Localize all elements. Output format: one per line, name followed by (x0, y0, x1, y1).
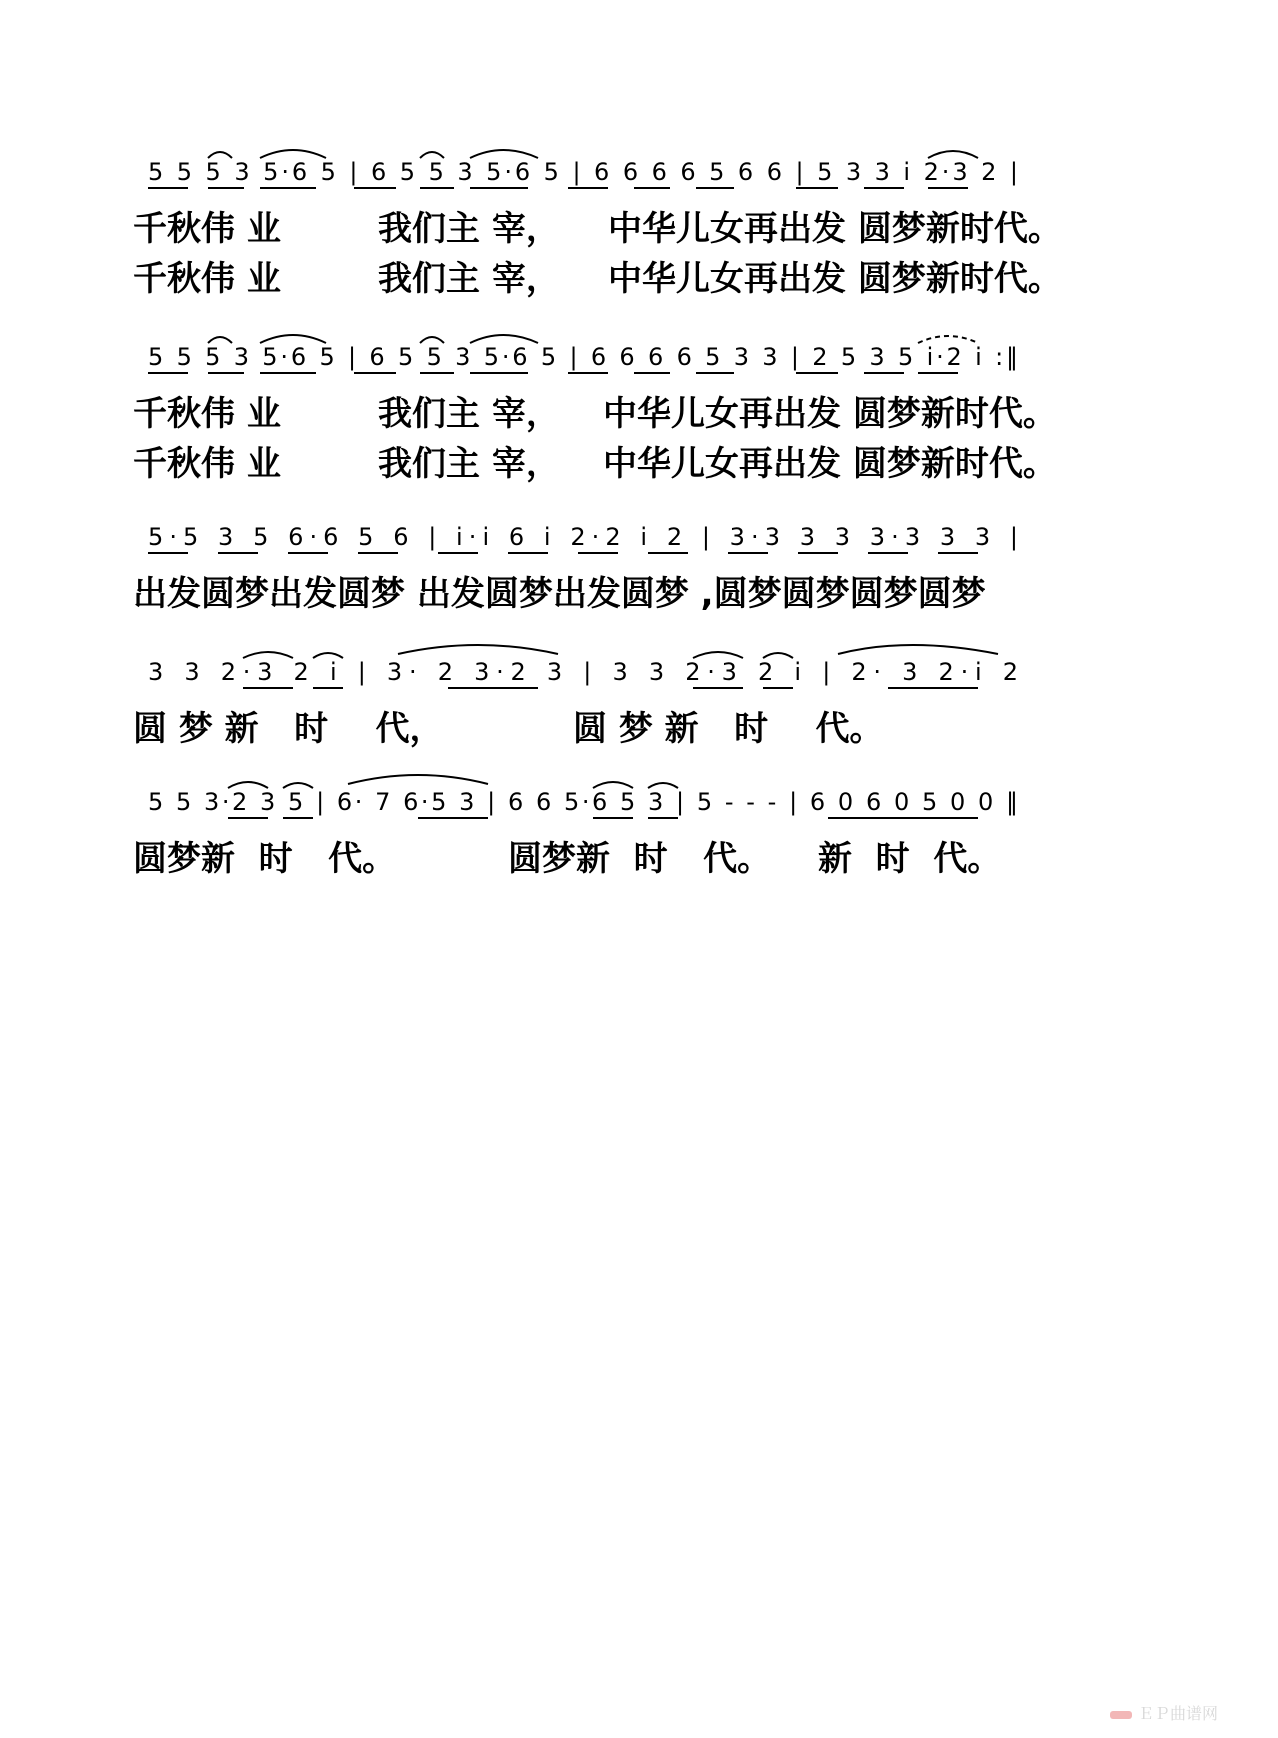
score-system-4 (133, 640, 1128, 754)
jianpu-notation-line (148, 325, 1128, 389)
lyric-line-1 (133, 204, 1128, 254)
lyric-phrase: 中华儿女再出发 圆梦新时代。 (603, 444, 1057, 484)
notation-text: 5 5 3·2 3 5 | 6· 7 6·5 3 | 6 6 5·6 5 3 | 5 - - - | 6 0 6 0 5 0 0 ‖ (148, 788, 1018, 816)
notation-glyphs (148, 325, 1128, 389)
lyric-line-1 (133, 569, 1128, 619)
lyric-line-1 (133, 834, 1128, 884)
watermark-logo-icon (1110, 1711, 1132, 1719)
notation-text: 5·5 3 5 6·6 5 6 | i·i 6 i 2·2 i 2 | 3·3 3 3 3·3 3 3 | (148, 523, 1019, 551)
lyric-phrase: 千秋伟 业 (133, 444, 281, 484)
lyric-phrase: 圆梦新 时 代。 (508, 839, 772, 879)
jianpu-notation-line (148, 140, 1128, 204)
lyric-phrase: 圆梦新 时 代。 (133, 839, 397, 879)
notation-glyphs (148, 505, 1128, 569)
lyric-phrase: 我们主 宰， (378, 444, 560, 484)
jianpu-notation-line (148, 640, 1128, 704)
lyric-phrase: 千秋伟 业 (133, 209, 281, 249)
jianpu-notation-line (148, 505, 1128, 569)
lyric-phrase: 千秋伟 业 (133, 259, 281, 299)
lyric-line-2 (133, 439, 1128, 489)
notation-glyphs (148, 640, 1128, 704)
notation-text: 3 3 2·3 2 i | 3· 2 3·2 3 | 3 3 2·3 2 i | 2· 3 2·i 2 (148, 658, 1019, 686)
notation-glyphs (148, 770, 1128, 834)
lyric-phrase: 我们主 宰， (378, 394, 560, 434)
score-system-2 (133, 325, 1128, 489)
watermark-text: ＥＰ曲谱网 (1137, 1704, 1218, 1723)
lyric-phrase: 圆 梦 新 时 代。 (573, 709, 884, 749)
lyric-phrase: 我们主 宰， (378, 209, 560, 249)
lyric-phrase: 出发圆梦出发圆梦 出发圆梦出发圆梦 ,圆梦圆梦圆梦圆梦 (133, 574, 986, 614)
notation-text: 5 5 5 3 5·6 5 | 6 5 5 3 5·6 5 | 6 6 6 6 5 6 6 | 5 3 3 i 2·3 2 | (148, 158, 1018, 186)
score-system-1 (133, 140, 1128, 304)
lyric-phrase: 中华儿女再出发 圆梦新时代。 (603, 394, 1057, 434)
lyric-phrase: 千秋伟 业 (133, 394, 281, 434)
lyric-phrase: 圆 梦 新 时 代， (133, 709, 444, 749)
lyric-phrase: 新 时 代。 (818, 839, 1002, 879)
lyric-phrase: 中华儿女再出发 圆梦新时代。 (608, 259, 1062, 299)
notation-text: 5 5 5 3 5·6 5 | 6 5 5 3 5·6 5 | 6 6 6 6 5 3 3 | 2 5 3 5 i·2 i :‖ (148, 343, 1018, 371)
lyric-line-1 (133, 704, 1128, 754)
jianpu-notation-line (148, 770, 1128, 834)
site-watermark (1110, 1701, 1218, 1724)
score-system-3 (133, 505, 1128, 619)
notation-glyphs (148, 140, 1128, 204)
lyric-phrase: 中华儿女再出发 圆梦新时代。 (608, 209, 1062, 249)
score-system-5 (133, 770, 1128, 884)
lyric-line-2 (133, 254, 1128, 304)
lyric-phrase: 我们主 宰， (378, 259, 560, 299)
lyric-line-1 (133, 389, 1128, 439)
